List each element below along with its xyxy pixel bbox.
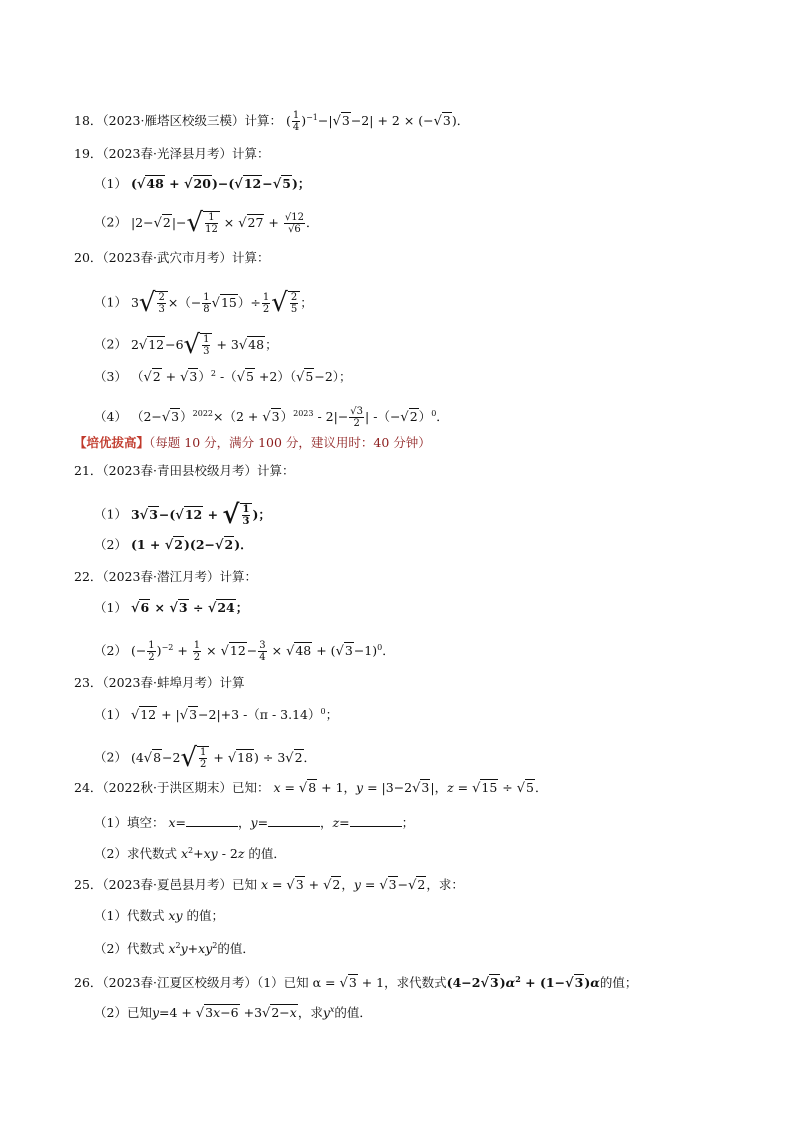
question-number: 18． [74, 113, 103, 128]
question-source: （2023春·江夏区校级月考）（1）已知 [102, 975, 309, 991]
q25-part-1: （1）代数式 xy 的值； [94, 908, 225, 923]
question-source: （2023春·夏邑县月考）已知 [102, 877, 257, 892]
q26-part-2: （2）已知y=4 + √3x−6 +3√2−x，求$y^x$的值． [94, 1005, 372, 1022]
section-note: （每题 10 分，满分 100 分，建议用时：40 分钟） [149, 435, 431, 450]
math-expression: $x^2y+xy^2$ [168, 941, 218, 957]
q24-part-2: （2）求代数式 $x^2+xy - 2z$ 的值． [94, 846, 286, 862]
question-number: 23． [74, 675, 103, 690]
q20-part-1: （1） 3√ $\frac{2}{3}$ ×（− $\frac{1}{8}$ √15）÷ $\frac{1}{2}$ √ $\frac{2}{5}$ ； [94, 288, 313, 318]
section-title: 【培优拔高】 [74, 435, 150, 450]
q25-part-2: （2）代数式 $x^2y+xy^2$的值． [94, 941, 255, 957]
q21-part-2: （2） (1 + √2)(2−√2)． [94, 537, 253, 553]
math-expression: 3√3−(√12 + √ $\frac{1}{3}$ )； [130, 500, 271, 530]
question-number: 26． [74, 975, 103, 991]
question-number: 21． [74, 463, 103, 478]
blank-y[interactable] [268, 816, 320, 827]
math-expression: (4√8−2√ $\frac{1}{2}$ + √18) ÷ 3√2． [130, 743, 317, 773]
question-23 [74, 677, 794, 690]
question-number: 25． [74, 877, 103, 892]
math-expression: x = √3 + √2，y = √3−√2 [260, 877, 426, 893]
section-header [74, 437, 794, 450]
math-expression: |2−√2|−√ $\frac{1}{12}$ × √27 + $\frac{√12}{√6}$ ． [130, 208, 319, 238]
q21-part-1: （1） 3√3−(√12 + √ $\frac{1}{3}$ )； [94, 500, 271, 530]
question-19 [74, 148, 794, 161]
question-20 [74, 252, 794, 265]
math-expression: $(2-√3)^{2022}\times(2 + √3)^{2023} - 2|-$ $\frac{√3}{2}$ | $-(-√2)^0$． [130, 406, 449, 429]
q23-part-1: （1） √12 + |√3−2|+3 -（π - 3.14）$^0$； [94, 707, 339, 724]
q20-part-2: （2） 2√12−6√ $\frac{1}{3}$ + 3√48； [94, 330, 278, 360]
math-expression: 2√12−6√ $\frac{1}{3}$ + 3√48； [130, 330, 278, 360]
fill-blanks: x= ，y= ，z= ； [168, 815, 415, 830]
question-source: （2022秋·于洪区期末）已知： [102, 780, 270, 795]
question-source: （2023春·潜江月考）计算： [102, 569, 257, 584]
math-expression: xy [164, 908, 187, 923]
math-expression: $(4-2√3)\alpha^2 + (1-√3)\alpha$ [446, 974, 600, 992]
question-25: 25．（2023春·夏邑县月考）已知 x = √3 + √2，y = √3−√2，求： [74, 877, 464, 893]
q23-part-2: （2） (4√8−2√ $\frac{1}{2}$ + √18) ÷ 3√2． [94, 743, 317, 773]
q19-part-2: （2） |2−√2|−√ $\frac{1}{12}$ × √27 + $\frac{√12}{√6}$ ． [94, 208, 319, 238]
question-source: （2023春·青田县校级月考）计算： [102, 463, 295, 478]
math-expression: √12 + |√3−2|+3 -（π - 3.14）$^0$； [130, 707, 339, 724]
q19-part-1: （1） (√48 + √20)−(√12−√5)； [94, 176, 311, 192]
question-source: （2023春·光泽县月考）计算： [102, 146, 270, 161]
q24-part-1: （1）填空： x= ，y= ，z= ； [94, 815, 415, 830]
question-number: 22． [74, 569, 103, 584]
math-expression: √6 × √3 ÷ √24； [130, 600, 249, 616]
math-expression: x = √8 + 1，y = |3−2√3|，z = √15 ÷ √5． [273, 780, 548, 796]
math-expression: (√48 + √20)−(√12−√5)； [130, 176, 311, 192]
question-number: 24． [74, 780, 103, 795]
q20-part-3: （3） $(√2 + √3)^2$ -（√5 +2）（√5−2）； [94, 369, 352, 386]
question-source: （2023·雁塔区校级三模）计算： [102, 113, 282, 128]
question-21 [74, 465, 794, 478]
math-expression: ( $\frac{1}{4}$ )$^{-1}$−|√3−2| + 2 × (−√3) [285, 110, 457, 133]
question-24 [74, 782, 794, 795]
math-expression: (− $\frac{1}{2}$ )$^{-2}$ + $\frac{1}{2}$ × √12− $\frac{3}{4}$ × $√48 + (√3-1)^0$． [130, 640, 395, 663]
math-expression: (1 + √2)(2−√2)． [130, 537, 253, 553]
question-26: 26．（2023春·江夏区校级月考）（1）已知 α = √3 + 1，求代数式$(4-2√3)\alpha^2 + (1-√3)\alpha$的值； [74, 974, 638, 992]
q20-part-4: （4） $(2-√3)^{2022}\times(2 + √3)^{2023} - 2|-$ $\frac{√3}{2}$ | $-(-√2)^0$． [94, 406, 449, 429]
math-expression: $(√2 + √3)^2$ -（√5 +2）（√5−2）； [130, 369, 352, 386]
q22-part-1: （1） √6 × √3 ÷ √24； [94, 600, 249, 616]
question-22 [74, 571, 794, 584]
math-expression: 3√ $\frac{2}{3}$ ×（− $\frac{1}{8}$ √15）÷ $\frac{1}{2}$ √ $\frac{2}{5}$ ； [130, 288, 313, 318]
question-number: 20． [74, 250, 103, 265]
question-source: （2023春·蚌埠月考）计算 [102, 675, 245, 690]
question-18: 18．（2023·雁塔区校级三模）计算： ( $\frac{1}{4}$ )$^{-1}$−|√3−2| + 2 × (−√3)． [74, 110, 470, 133]
math-expression: y=4 + √3x−6 +3√2−x [151, 1005, 297, 1022]
math-expression: α = √3 + 1 [312, 975, 385, 992]
blank-x[interactable] [186, 816, 238, 827]
question-number: 19． [74, 146, 103, 161]
math-expression: $x^2+xy - 2z$ [180, 846, 245, 862]
blank-z[interactable] [350, 816, 402, 827]
question-source: （2023春·武穴市月考）计算： [102, 250, 270, 265]
q22-part-2: （2） (− $\frac{1}{2}$ )$^{-2}$ + $\frac{1}{2}$ × √12− $\frac{3}{4}$ × $√48 + (√3-1)^0$． [94, 640, 395, 663]
